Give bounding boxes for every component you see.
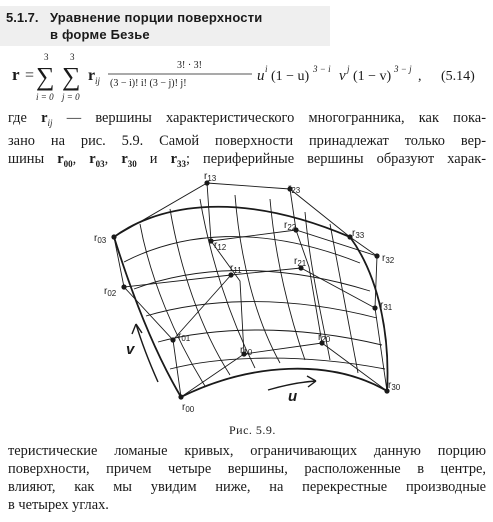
label-r22: $r_{22}$ [284,220,297,232]
axis-v-label: v [126,341,135,358]
label-r30: $r_{30}$ [388,380,401,392]
paragraph-1 [8,109,486,173]
section-number: 5.1.7. [6,10,39,25]
boundary-top [114,207,350,237]
polygon-edge-bottom [181,343,387,397]
section-title-line2: в форме Безье [50,27,150,42]
coef-sub: ij [95,76,101,86]
one-minus-v-exp: 3 − j [394,64,412,74]
formula-number: (5.14) [441,69,475,84]
label-r31: $r_{31}$ [380,300,393,312]
label-r21: $r_{21}$ [294,256,307,268]
para1-line1: где $r_{ij}$ — вершины характеристического многогранника, как пока- [8,110,486,128]
label-r10: $r_{10}$ [240,345,253,357]
label-r11: $r_{11}$ [230,263,242,275]
bezier-formula [0,52,493,106]
axis-u-label: u [288,388,298,405]
sum-upper-j: 3 [70,52,75,62]
para2-line1: теристические ломаные кривых, ограничивающих данную порцию [8,443,486,459]
sum-sign-j: ∑ [62,62,81,91]
formula-comma: , [418,69,422,84]
label-r03: $r_{03}$ [94,233,107,245]
polygon-edge-top [114,183,350,237]
para2-line2: поверхности, причем четыре вершины, расположенные в центре, [8,461,486,477]
label-r00: $r_{00}$ [182,402,195,414]
section-heading [0,6,330,46]
formula-eq: = [25,67,35,84]
label-r33: $r_{33}$ [352,228,365,240]
figure-caption: Рис. 5.9. [229,423,276,437]
polygon-row-0 [114,237,181,397]
one-minus-v: (1 − v) [353,69,392,84]
label-r02: $r_{02}$ [104,286,117,298]
label-r20: $r_{20}$ [318,332,331,344]
label-r32: $r_{32}$ [382,253,395,265]
label-r01: $r_{01}$ [178,331,191,343]
u-term: u [257,68,265,84]
para1-line3: шины $r_{00}$, $r_{03}$, $r_{30}$ и $r_{33}$; периферийные вершины образуют харак- [8,150,486,169]
surface-isolines [124,195,385,386]
one-minus-u-exp: 3 − i [313,64,331,74]
sum-sign-i: ∑ [36,62,55,91]
section-title-line1: Уравнение порции поверхности [50,10,263,25]
sum-upper-i: 3 [44,52,49,62]
v-direction-arrow [136,324,158,382]
frac-numerator: 3! · 3! [177,60,202,71]
bezier-patch-figure [90,168,420,418]
para2-line4: в четырех углах. [8,497,109,513]
paragraph-2 [8,442,486,514]
coef-r: r [88,67,96,84]
label-r13: $r_{13}$ [204,171,217,183]
sum-lower-j: j = 0 [62,92,80,102]
boundary-bottom [181,369,387,397]
para2-line3: влияют, как мы увидим ниже, на перекрестные производные [8,479,486,495]
label-r12: $r_{12}$ [214,240,227,252]
formula-lhs: r [12,65,20,84]
label-r23: $r_{23}$ [288,183,301,195]
one-minus-u: (1 − u) [271,69,310,84]
boundary-left [114,237,181,397]
v-term: v [339,68,346,84]
para1-line2: зано на рис. 5.9. Самой поверхности принадлежат только вер- [8,132,486,149]
frac-denominator: (3 − i)! i! (3 − j)! j! [110,78,187,89]
sum-lower-i: i = 0 [36,92,54,102]
v-exp: j [347,64,350,74]
u-exp: i [265,64,268,74]
